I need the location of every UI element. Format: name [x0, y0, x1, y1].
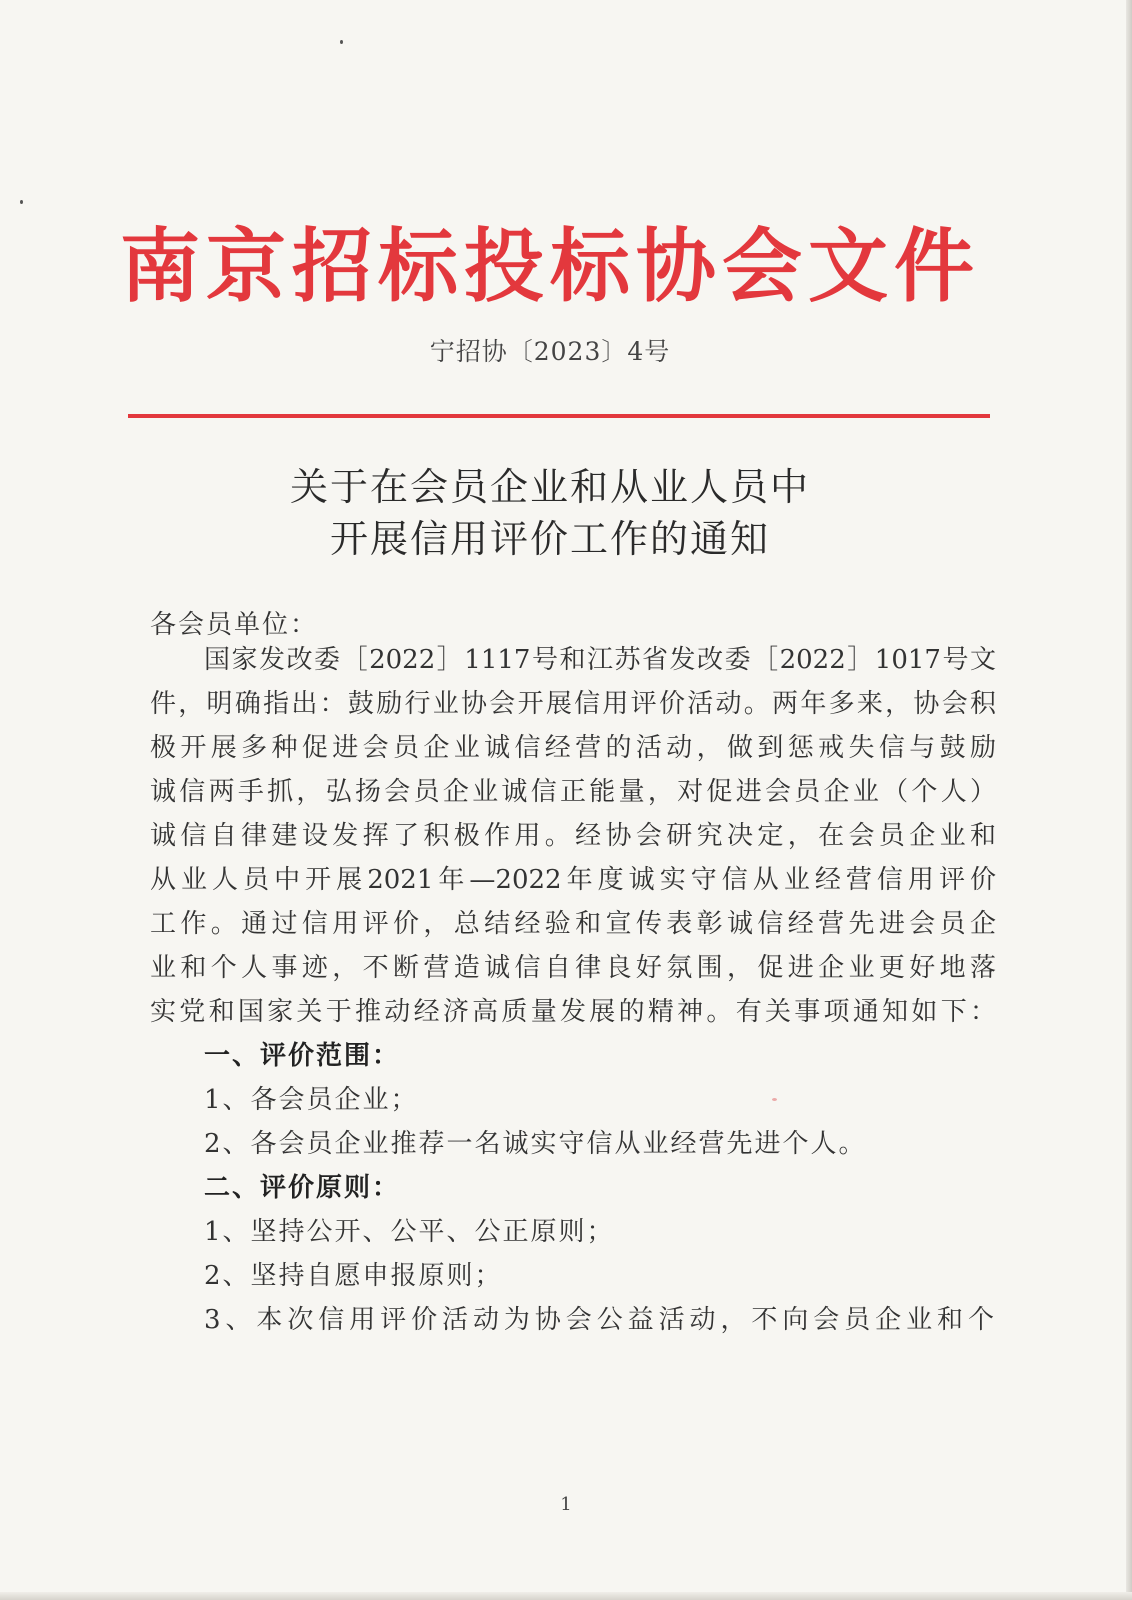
paragraph-line: 极开展多种促进会员企业诚信经营的活动，做到惩戒失信与鼓励: [150, 733, 996, 763]
paragraph-line: 诚信自律建设发挥了积极作用。经协会研究决定，在会员企业和: [150, 821, 996, 851]
section-heading-principles: 二、评价原则：: [204, 1173, 401, 1203]
notice-title-line-1: 关于在会员企业和从业人员中: [289, 465, 810, 509]
paragraph-line: 从业人员中开展2021年—2022年度诚实守信从业经营信用评价: [150, 865, 996, 895]
scan-bottom-edge: [0, 1592, 1132, 1600]
page-number: 1: [560, 1494, 572, 1515]
scan-speck: [772, 1098, 777, 1101]
paragraph-line: 工作。通过信用评价，总结经验和宣传表彰诚信经营先进会员企: [150, 909, 996, 939]
document-number: 宁招协〔2023〕4号: [429, 337, 671, 366]
section-heading-scope: 一、评价范围：: [204, 1041, 401, 1071]
list-item: 1、各会员企业；: [204, 1085, 419, 1115]
list-item: 3、本次信用评价活动为协会公益活动，不向会员企业和个: [204, 1305, 996, 1335]
notice-title-line-2: 开展信用评价工作的通知: [329, 517, 770, 561]
list-item: 1、坚持公开、公平、公正原则；: [204, 1217, 615, 1247]
list-item: 2、各会员企业推荐一名诚实守信从业经营先进个人。: [204, 1129, 867, 1159]
paragraph-line: 国家发改委［2022］1117号和江苏省发改委［2022］1017号文: [204, 645, 996, 675]
document-header-title: 南京招标投标协会文件: [120, 220, 980, 313]
paragraph-line: 诚信两手抓，弘扬会员企业诚信正能量，对促进会员企业（个人）: [150, 777, 996, 807]
paragraph-line: 件，明确指出：鼓励行业协会开展信用评价活动。两年多来，协会积: [150, 689, 996, 719]
salutation: 各会员单位：: [150, 610, 319, 640]
list-item: 2、坚持自愿申报原则；: [204, 1261, 503, 1291]
paragraph-line: 实党和国家关于推动经济高质量发展的精神。有关事项通知如下：: [150, 997, 996, 1027]
red-divider-line: [128, 414, 990, 418]
scan-edge: [1126, 0, 1132, 1600]
scan-speck: [340, 40, 343, 44]
paragraph-line: 业和个人事迹，不断营造诚信自律良好氛围，促进企业更好地落: [150, 953, 996, 983]
